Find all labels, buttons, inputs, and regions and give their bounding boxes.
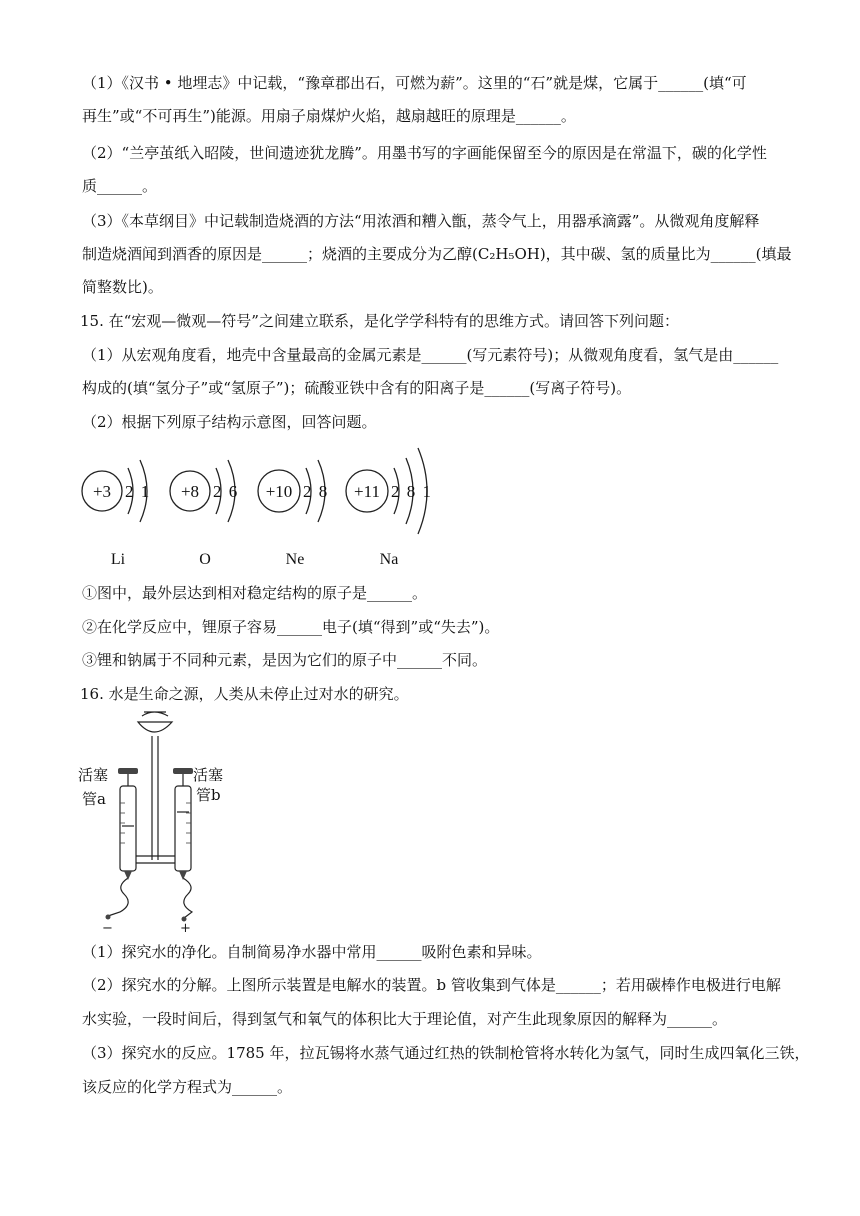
- ne-label: Ne: [285, 551, 305, 568]
- q14-part1-line2: 再生”或“不可再生”)能源。用扇子扇煤炉火焰，越扇越旺的原理是______。: [82, 107, 576, 125]
- q16-part2-line2: 水实验，一段时间后，得到氢气和氧气的体积比大于理论值，对产生此现象原因的解释为______。: [82, 1010, 728, 1028]
- q15-sub2: ②在化学反应中，锂原子容易______电子(填“得到”或“失去”)。: [82, 618, 500, 636]
- q16-part3-line1: （3）探究水的反应。1785 年，拉瓦锡将水蒸气通过红热的铁制枪管将水转化为氢气，同时生成四氧化三铁，: [82, 1044, 810, 1062]
- atom-structure-diagrams: [78, 440, 458, 575]
- q15-part2: （2）根据下列原子结构示意图，回答问题。: [82, 413, 377, 431]
- li-nucleus-charge: +3: [92, 482, 112, 501]
- q14-part3-line3: 简整数比)。: [82, 278, 163, 296]
- label-tube-b: 管b: [196, 786, 221, 804]
- q16-stem: 16. 水是生命之源，人类从未停止过对水的研究。: [80, 685, 409, 703]
- label-plus: +: [180, 921, 191, 933]
- stopcock-a: [118, 768, 138, 774]
- terminal-minus: [106, 915, 111, 920]
- q15-sub1: ①图中，最外层达到相对稳定结构的原子是______。: [82, 584, 428, 602]
- label-minus: −: [102, 921, 113, 933]
- q14-part3-line1: （3）《本草纲目》中记载制造烧酒的方法“用浓酒和糟入甑，蒸令气上，用器承滴露”。从微观角度解释: [82, 212, 760, 230]
- electrode-a: [124, 871, 132, 880]
- q14-part2-line1: （2）“兰亭茧纸入昭陵，世间遗迹犹龙腾”。用墨书写的字画能保留至今的原因是在常温下，碳的化学性: [82, 144, 767, 162]
- q15-part1-line1: （1）从宏观角度看，地壳中含量最高的金属元素是______(写元素符号)；从微观角度看，氢气是由______: [82, 346, 779, 364]
- li-electron-shells: 2 1: [125, 482, 150, 501]
- q15-stem: 15. 在“宏观—微观—符号”之间建立联系，是化学学科特有的思维方式。请回答下列问题：: [80, 312, 679, 330]
- wire-left: [108, 878, 128, 916]
- stopcock-b: [173, 768, 193, 774]
- water-electrolysis-apparatus: [76, 708, 236, 933]
- q14-part1-line1: （1）《汉书 • 地埋志》中记载，“豫章郡出石，可燃为薪”。这里的“石”就是煤，它属于______(填“可: [82, 74, 747, 92]
- q16-part1: （1）探究水的净化。自制简易净水器中常用______吸附色素和异味。: [82, 943, 542, 961]
- reservoir-bulb: [138, 722, 172, 732]
- q16-part3-line2: 该反应的化学方程式为______。: [82, 1078, 293, 1096]
- tube-b: [175, 786, 191, 871]
- electrode-b: [179, 871, 187, 880]
- o-label: O: [199, 551, 211, 568]
- na-nucleus-charge: +11: [354, 482, 380, 501]
- q16-part2-line1: （2）探究水的分解。上图所示装置是电解水的装置。b 管收集到气体是______；若用碳棒作电极进行电解: [82, 976, 781, 994]
- na-electron-shells: 2 8 1: [391, 482, 431, 501]
- label-stopcock-left: 活塞: [78, 766, 109, 784]
- q15-part1-line2: 构成的(填“氢分子”或“氢原子”)；硫酸亚铁中含有的阳离子是______(写离子符号)。: [82, 379, 632, 397]
- o-nucleus-charge: +8: [180, 482, 200, 501]
- ne-nucleus-charge: +10: [265, 482, 293, 501]
- label-tube-a: 管a: [82, 790, 106, 808]
- ne-electron-shells: 2 8: [303, 482, 328, 501]
- q15-sub3: ③锂和钠属于不同种元素，是因为它们的原子中______不同。: [82, 651, 488, 669]
- na-label: Na: [379, 551, 399, 568]
- tube-a: [120, 786, 136, 871]
- q14-part2-line2: 质______。: [82, 177, 158, 195]
- reservoir-top: [142, 712, 168, 716]
- li-label: Li: [110, 551, 126, 568]
- label-stopcock-right: 活塞: [193, 766, 224, 784]
- q14-part3-line2: 制造烧酒闻到酒香的原因是______；烧酒的主要成分为乙醇(C₂H₅OH)，其中碳、氢的质量比为______(填最: [82, 245, 792, 263]
- wire-right: [183, 878, 192, 918]
- o-electron-shells: 2 6: [213, 482, 238, 501]
